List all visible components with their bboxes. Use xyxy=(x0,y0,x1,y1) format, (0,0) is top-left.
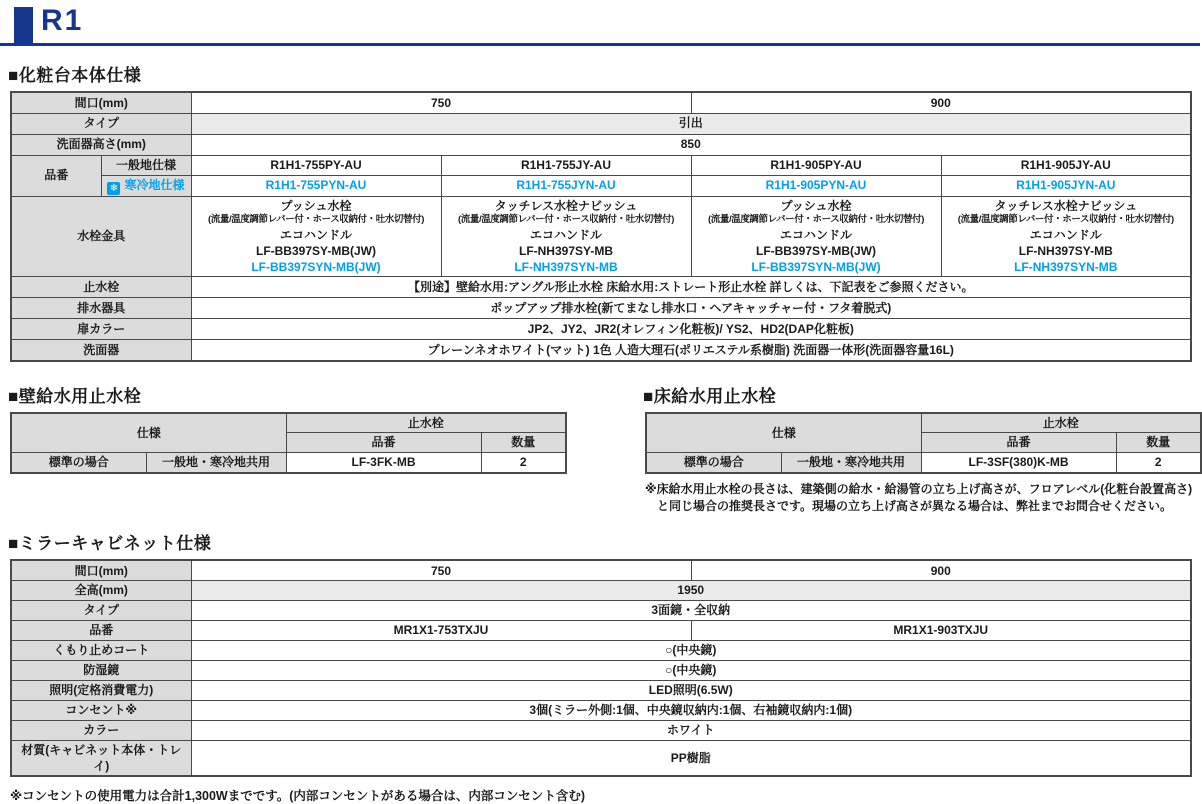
width-value-900: 900 xyxy=(691,92,1191,113)
section-title-vanity-spec: ■化粧台本体仕様 xyxy=(8,66,142,85)
faucet-detail: (流量/温度調節レバー付・ホース収納付・吐水切替付) xyxy=(458,213,674,225)
floor-valve-data-row xyxy=(646,453,1201,473)
mirror-hinban-900: MR1X1-903TXJU xyxy=(691,620,1191,640)
row-label-general: 一般地仕様 xyxy=(101,155,191,175)
basin-height-value: 850 xyxy=(191,134,1191,155)
faucet-detail: (流量/温度調節レバー付・ホース収納付・吐水切替付) xyxy=(957,213,1174,225)
mirror-label-lighting: 照明(定格消費電力) xyxy=(11,680,191,700)
faucet-hinban-cold: LF-BB397SYN-MB(JW) xyxy=(751,259,881,274)
faucet-name: タッチレス水栓ナビッシュ xyxy=(994,198,1138,213)
hinban-general-4: R1H1-905JY-AU xyxy=(941,155,1191,175)
row-label-basin: 洗面器 xyxy=(11,340,191,361)
wall-region-label: 一般地・寒冷地共用 xyxy=(146,453,286,473)
mirror-label-type: タイプ xyxy=(11,600,191,620)
mirror-width-750: 750 xyxy=(191,560,691,580)
faucet-handle: エコハンドル xyxy=(779,227,852,242)
faucet-name: タッチレス水栓ナビッシュ xyxy=(494,198,638,213)
mirror-label-height: 全高(mm) xyxy=(11,580,191,600)
hinban-general-2: R1H1-755JY-AU xyxy=(441,155,691,175)
row-drain xyxy=(11,298,1191,319)
faucet-name: プッシュ水栓 xyxy=(780,198,852,213)
hinban-cold-4: R1H1-905JYN-AU xyxy=(941,175,1191,196)
row-faucet xyxy=(11,196,1191,277)
faucet-hinban-cold: LF-BB397SYN-MB(JW) xyxy=(251,259,381,274)
floor-valve-note: ※床給水用止水栓の長さは、建築側の給水・給湯管の立ち上げ高さが、フロアレベル(化粧台設置高さ)と同じ場合の推奨長さです。現場の立ち上げ高さが異なる場合は、弊社までお問合せください。 xyxy=(645,481,1193,513)
wall-valve-data-row xyxy=(11,453,566,473)
mirror-row-lighting xyxy=(11,680,1191,700)
mirror-type-value: 3面鏡・全収納 xyxy=(191,600,1191,620)
faucet-hinban-cold: LF-NH397SYN-MB xyxy=(514,259,618,274)
faucet-hinban: LF-NH397SY-MB xyxy=(518,243,613,258)
mirror-height-value: 1950 xyxy=(191,580,1191,600)
row-label-hinban: 品番 xyxy=(11,155,101,196)
faucet-cell-3 xyxy=(691,196,941,277)
header-divider xyxy=(0,43,1200,46)
wall-hinban-label: 品番 xyxy=(286,433,481,453)
page-header xyxy=(0,0,1200,47)
row-basin xyxy=(11,340,1191,361)
floor-qty-label: 数量 xyxy=(1116,433,1201,453)
faucet-cell-2 xyxy=(441,196,691,277)
wall-case-label: 標準の場合 xyxy=(11,453,146,473)
mirror-row-antifog xyxy=(11,640,1191,660)
floor-case-label: 標準の場合 xyxy=(646,453,781,473)
hinban-cold-1: R1H1-755PYN-AU xyxy=(191,175,441,196)
mirror-material-value: PP樹脂 xyxy=(191,740,1191,776)
row-hinban-cold xyxy=(11,175,1191,196)
faucet-handle: エコハンドル xyxy=(279,227,352,242)
row-width xyxy=(11,92,1191,113)
faucet-detail: (流量/温度調節レバー付・ホース収納付・吐水切替付) xyxy=(708,213,924,225)
faucet-detail: (流量/温度調節レバー付・ホース収納付・吐水切替付) xyxy=(208,213,424,225)
section-title-mirror-cabinet: ■ミラーキャビネット仕様 xyxy=(8,534,212,554)
row-label-drain: 排水器具 xyxy=(11,298,191,319)
mirror-color-value: ホワイト xyxy=(191,720,1191,740)
mirror-row-height xyxy=(11,580,1191,600)
floor-valve-column xyxy=(635,382,1200,516)
mirror-label-moistureproof: 防湿鏡 xyxy=(11,660,191,680)
mirror-label-hinban: 品番 xyxy=(11,620,191,640)
row-type xyxy=(11,113,1191,134)
hinban-cold-2: R1H1-755JYN-AU xyxy=(441,175,691,196)
floor-valve-header-row-1 xyxy=(646,413,1201,433)
wall-hinban-value: LF-3FK-MB xyxy=(286,453,481,473)
model-title: R1 xyxy=(41,4,84,37)
hinban-general-1: R1H1-755PY-AU xyxy=(191,155,441,175)
outlet-power-footnote: ※コンセントの使用電力は合計1,300Wまでです。(内部コンセントがある場合は、内部コンセント含む) xyxy=(10,789,586,804)
mirror-antifog-value: ○(中央鏡) xyxy=(191,640,1191,660)
floor-valve-label: 止水栓 xyxy=(921,413,1201,433)
faucet-cell-1 xyxy=(191,196,441,277)
floor-valve-table xyxy=(645,412,1202,474)
mirror-cabinet-table xyxy=(10,559,1192,777)
door-color-value: JP2、JY2、JR2(オレフィン化粧板)/ YS2、HD2(DAP化粧板) xyxy=(191,319,1191,340)
drain-value: ポップアップ排水栓(新てまなし排水口・ヘアキャッチャー付・フタ着脱式) xyxy=(191,298,1191,319)
wall-valve-column xyxy=(0,382,565,474)
type-value: 引出 xyxy=(191,113,1191,134)
row-hinban-general xyxy=(11,155,1191,175)
mirror-row-moistureproof xyxy=(11,660,1191,680)
faucet-hinban: LF-BB397SY-MB(JW) xyxy=(755,243,876,258)
mirror-row-material xyxy=(11,740,1191,776)
mirror-row-color xyxy=(11,720,1191,740)
wall-valve-label: 止水栓 xyxy=(286,413,566,433)
wall-spec-label: 仕様 xyxy=(11,413,286,453)
faucet-hinban: LF-BB397SY-MB(JW) xyxy=(255,243,376,258)
row-label-basin-height: 洗面器高さ(mm) xyxy=(11,134,191,155)
row-label-width: 間口(mm) xyxy=(11,92,191,113)
wall-qty-label: 数量 xyxy=(481,433,566,453)
floor-spec-label: 仕様 xyxy=(646,413,921,453)
floor-region-label: 一般地・寒冷地共用 xyxy=(781,453,921,473)
mirror-label-antifog: くもり止めコート xyxy=(11,640,191,660)
mirror-moistureproof-value: ○(中央鏡) xyxy=(191,660,1191,680)
mirror-label-material: 材質(キャビネット本体・トレイ) xyxy=(11,740,191,776)
row-door-color xyxy=(11,319,1191,340)
mirror-outlet-value: 3個(ミラー外側:1個、中央鏡収納内:1個、右袖鏡収納内:1個) xyxy=(191,700,1191,720)
valve-section xyxy=(0,382,1200,516)
mirror-row-width xyxy=(11,560,1191,580)
mirror-row-outlet xyxy=(11,700,1191,720)
section-title-floor-valve: ■床給水用止水栓 xyxy=(643,386,777,406)
brand-accent-square xyxy=(14,7,33,45)
faucet-name: プッシュ水栓 xyxy=(280,198,352,213)
row-label-faucet: 水栓金具 xyxy=(11,196,191,277)
wall-valve-table xyxy=(10,412,567,474)
faucet-handle: エコハンドル xyxy=(529,227,602,242)
mirror-label-outlet: コンセント※ xyxy=(11,700,191,720)
floor-hinban-label: 品番 xyxy=(921,433,1116,453)
mirror-lighting-value: LED照明(6.5W) xyxy=(191,680,1191,700)
width-value-750: 750 xyxy=(191,92,691,113)
hinban-general-3: R1H1-905PY-AU xyxy=(691,155,941,175)
cold-region-label: 寒冷地仕様 xyxy=(124,177,185,192)
row-label-cold-region xyxy=(101,175,191,196)
stop-valve-value: 【別途】壁給水用:アングル形止水栓 床給水用:ストレート形止水栓 詳しくは、下記表をご参照ください。 xyxy=(191,277,1191,298)
floor-hinban-value: LF-3SF(380)K-MB xyxy=(921,453,1116,473)
mirror-label-width: 間口(mm) xyxy=(11,560,191,580)
mirror-row-hinban xyxy=(11,620,1191,640)
row-label-type: タイプ xyxy=(11,113,191,134)
faucet-cell-4 xyxy=(941,196,1191,277)
mirror-row-type xyxy=(11,600,1191,620)
faucet-hinban: LF-NH397SY-MB xyxy=(1018,243,1113,258)
wall-qty-value: 2 xyxy=(481,453,566,473)
floor-qty-value: 2 xyxy=(1116,453,1201,473)
hinban-cold-3: R1H1-905PYN-AU xyxy=(691,175,941,196)
mirror-label-color: カラー xyxy=(11,720,191,740)
row-label-stop-valve: 止水栓 xyxy=(11,277,191,298)
row-basin-height xyxy=(11,134,1191,155)
mirror-width-900: 900 xyxy=(691,560,1191,580)
faucet-handle: エコハンドル xyxy=(1029,227,1102,242)
row-label-door-color: 扉カラー xyxy=(11,319,191,340)
vanity-spec-table xyxy=(10,91,1192,362)
row-stop-valve xyxy=(11,277,1191,298)
cold-region-icon: ❄ xyxy=(107,182,120,195)
basin-value: プレーンネオホワイト(マット) 1色 人造大理石(ポリエステル系樹脂) 洗面器一体形(洗面器容量16L) xyxy=(191,340,1191,361)
faucet-hinban-cold: LF-NH397SYN-MB xyxy=(1014,259,1118,274)
wall-valve-header-row-1 xyxy=(11,413,566,433)
section-title-wall-valve: ■壁給水用止水栓 xyxy=(8,386,142,406)
mirror-hinban-750: MR1X1-753TXJU xyxy=(191,620,691,640)
